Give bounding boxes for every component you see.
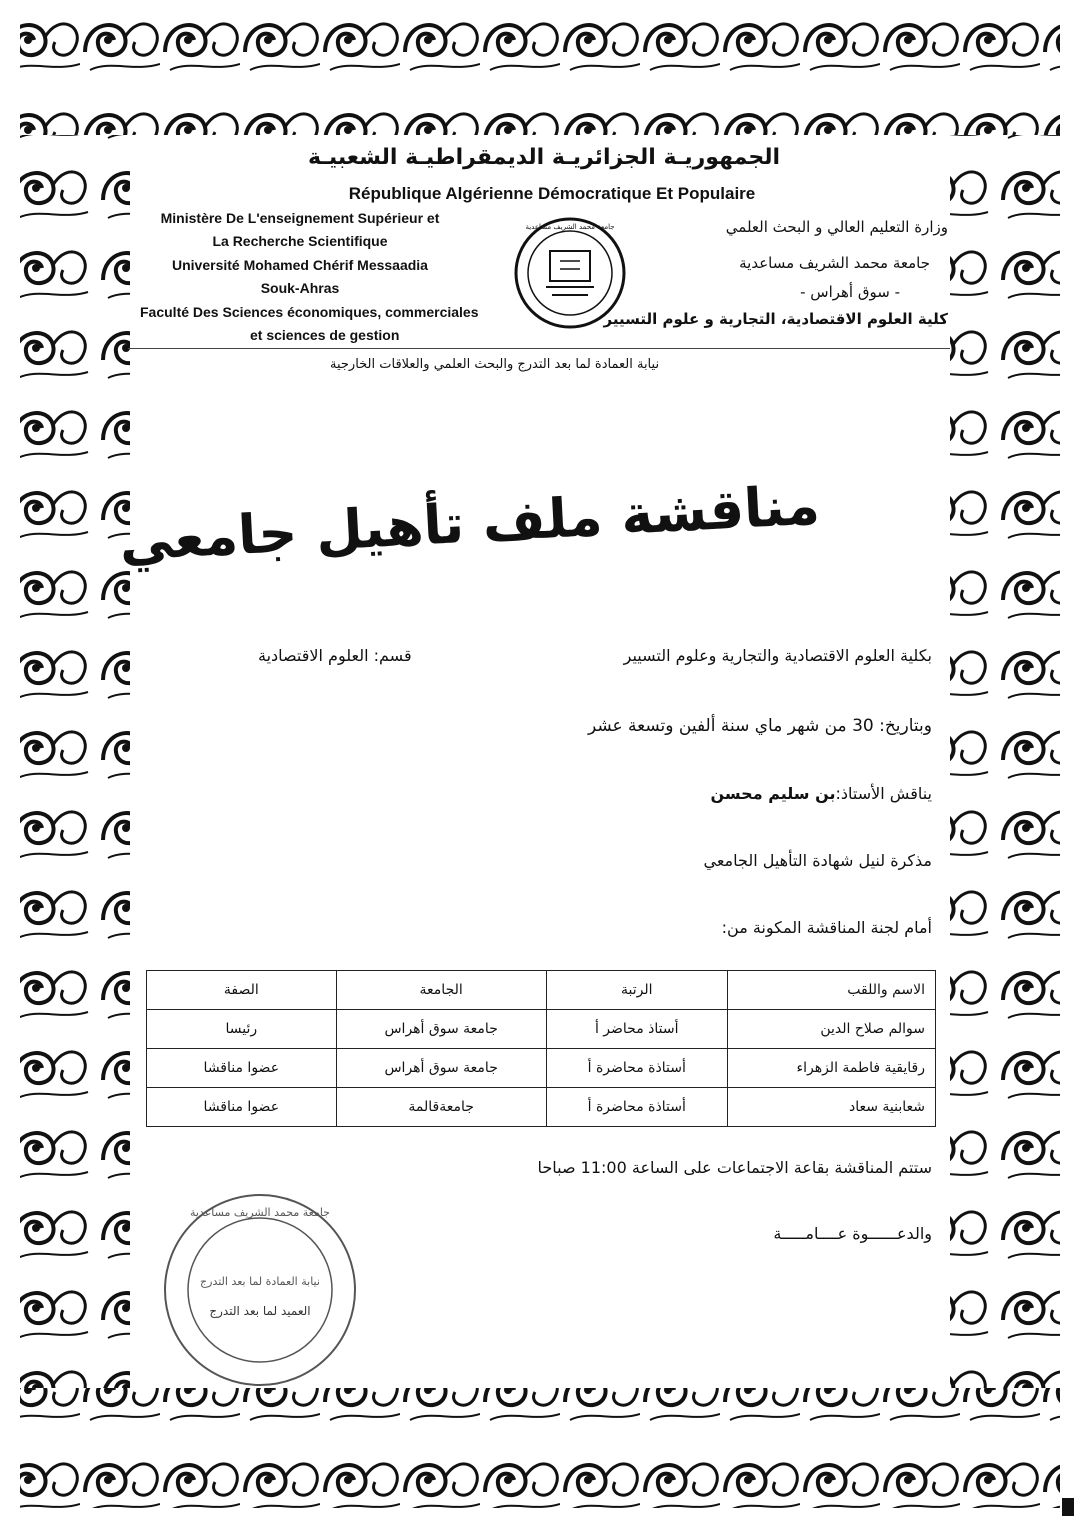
table-row: [147, 1010, 936, 1049]
university-logo: [510, 215, 630, 331]
jury-header-rank: الرتبة: [546, 971, 727, 1010]
stamp-sign-text: العميد لما بعد التدرج: [209, 1304, 311, 1318]
official-stamp: [160, 1190, 360, 1390]
jury-university: جامعة سوق أهراس: [336, 1010, 546, 1049]
jury-name: شعابنية سعاد: [727, 1088, 935, 1127]
jury-role: رئيسا: [147, 1010, 337, 1049]
jury-rank: أستاذة محاضرة أ: [546, 1088, 727, 1127]
department-line: قسم: العلوم الاقتصادية: [258, 646, 412, 665]
thesis-line: مذكرة لنيل شهادة التأهيل الجامعي: [703, 851, 932, 870]
fr-faculty-line-1: Faculté Des Sciences économiques, commerciales: [140, 304, 479, 320]
stamp-center-text: نيابة العمادة لما بعد التدرج: [200, 1275, 320, 1288]
jury-name: رقايقية فاطمة الزهراء: [727, 1049, 935, 1088]
ar-ministry: وزارة التعليم العالي و البحث العلمي: [725, 218, 948, 236]
session-line: ستتم المناقشة بقاعة الاجتماعات على الساعة 11:00 صباحا: [537, 1158, 932, 1177]
fr-ministry-line-2: La Recherche Scientifique: [212, 233, 388, 249]
discussant-line: [711, 784, 933, 803]
discussant-name: بن سليم محسن: [710, 784, 836, 803]
jury-rank: أستاذة محاضرة أ: [546, 1049, 727, 1088]
jury-header-name: الاسم واللقب: [727, 971, 935, 1010]
fr-ministry-line-1: Ministère De L'enseignement Supérieur et: [160, 210, 440, 226]
document-title: مناقشة ملف تأهيل جامعي: [117, 473, 822, 573]
header-fr-republic: République Algérienne Démocratique Et Populaire: [348, 184, 756, 203]
invitation-line: والدعــــــوة عــــامـــــة: [773, 1224, 932, 1243]
header-ar-republic: الجمهوريـة الجزائريـة الديمقراطيـة الشعبيـة: [307, 145, 780, 170]
stamp-ring-text: جامعة محمد الشريف مساعدية: [190, 1206, 330, 1219]
header-divider: [128, 348, 950, 349]
faculty-line: بكلية العلوم الاقتصادية والتجارية وعلوم التسيير: [623, 646, 932, 665]
ar-university: جامعة محمد الشريف مساعدية: [739, 254, 930, 272]
ar-faculty: كلية العلوم الاقتصادية، التجارية و علوم التسيير: [603, 310, 948, 328]
jury-header-role: الصفة: [147, 971, 337, 1010]
jury-header-university: الجامعة: [336, 971, 546, 1010]
jury-role: عضوا مناقشا: [147, 1088, 337, 1127]
deanery-line: نيابة العمادة لما بعد التدرج والبحث العلمي والعلاقات الخارجية: [330, 357, 660, 372]
committee-line: أمام لجنة المناقشة المكونة من:: [721, 918, 932, 937]
jury-university: جامعة سوق أهراس: [336, 1049, 546, 1088]
jury-table: [146, 970, 936, 1127]
table-row: [147, 1088, 936, 1127]
jury-header-row: [147, 971, 936, 1010]
jury-university: جامعةقالمة: [336, 1088, 546, 1127]
ar-city: - سوق أهراس -: [800, 283, 900, 301]
jury-rank: أستاذ محاضر أ: [546, 1010, 727, 1049]
date-line: وبتاريخ: 30 من شهر ماي سنة ألفين وتسعة عشر: [587, 716, 932, 736]
jury-name: سوالم صلاح الدين: [727, 1010, 935, 1049]
table-row: [147, 1049, 936, 1088]
logo-text: جامعة محمد الشريف مساعدية: [525, 223, 615, 231]
fr-university: Université Mohamed Chérif Messaadia: [172, 257, 428, 273]
jury-role: عضوا مناقشا: [147, 1049, 337, 1088]
corner-mark: [1062, 1498, 1074, 1516]
fr-city: Souk-Ahras: [260, 280, 340, 296]
fr-faculty-line-2: et sciences de gestion: [250, 327, 400, 343]
discussant-label: يناقش الأستاذ:: [835, 784, 932, 803]
